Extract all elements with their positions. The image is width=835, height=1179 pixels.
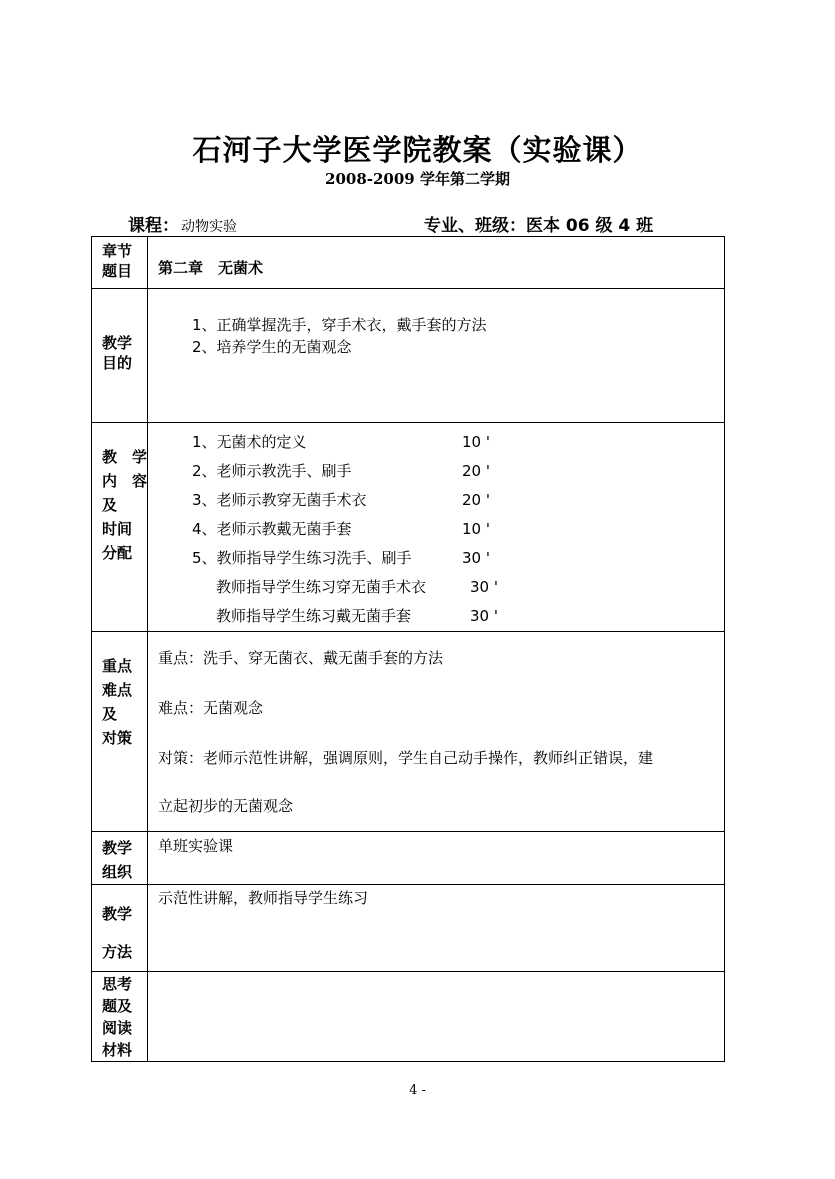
content-text: 1、无菌术的定义	[192, 433, 307, 451]
strategy-text-1: 对策：老师示范性讲解，强调原则，学生自己动手操作，教师纠正错误，建	[158, 749, 654, 767]
semester-subtitle: 2008-2009 学年第二学期	[325, 170, 510, 188]
content-item	[158, 602, 724, 631]
row-header-label: 重点 难点 及 对策	[102, 657, 133, 747]
goals-cell	[148, 289, 725, 423]
chapter-row	[92, 237, 725, 289]
content-time: 20 '	[462, 491, 490, 509]
thinking-row	[92, 972, 725, 1062]
method-value: 示范性讲解，教师指导学生练习	[158, 889, 369, 907]
page-number: 4 -	[409, 1083, 426, 1098]
goals-header	[92, 289, 148, 423]
content-item	[158, 486, 724, 515]
chapter-header	[92, 237, 148, 289]
chapter-cell	[148, 237, 725, 289]
content-row	[92, 423, 725, 632]
thinking-cell	[148, 972, 725, 1062]
content-time: 10 '	[462, 433, 490, 451]
organization-row	[92, 832, 725, 885]
key-points-row	[92, 632, 725, 832]
content-item	[158, 515, 724, 544]
organization-value: 单班实验课	[158, 837, 234, 855]
organization-header	[92, 832, 148, 885]
course-label: 课程：	[128, 216, 179, 236]
goal-item: 1、正确掌握洗手，穿手术衣，戴手套的方法	[192, 316, 487, 334]
row-header-label: 思考 题及 阅读 材料	[102, 975, 133, 1059]
method-row	[92, 885, 725, 972]
thinking-header	[92, 972, 148, 1062]
content-text: 3、老师示教穿无菌手术衣	[192, 491, 367, 509]
row-header-label: 教学 目的	[102, 334, 133, 372]
document-title: 石河子大学医学院教案（实验课）	[192, 133, 643, 167]
difficulty-text: 难点：无菌观念	[158, 699, 264, 717]
row-header-label: 章节 题目	[102, 242, 133, 280]
content-text: 2、老师示教洗手、刷手	[192, 462, 352, 480]
content-text: 5、教师指导学生练习洗手、刷手	[192, 549, 412, 567]
key-points-header	[92, 632, 148, 832]
goals-row	[92, 289, 725, 423]
course-value: 动物实验	[181, 219, 237, 235]
strategy-text-2: 立起初步的无菌观念	[158, 797, 294, 815]
content-item	[158, 428, 724, 457]
content-time: 30 '	[470, 607, 498, 625]
content-text: 4、老师示教戴无菌手套	[192, 520, 352, 538]
content-time: 10 '	[462, 520, 490, 538]
lesson-plan-table	[91, 236, 725, 1062]
method-header	[92, 885, 148, 972]
goal-item: 2、培养学生的无菌观念	[192, 338, 352, 356]
row-header-label: 教学 组织	[102, 839, 133, 881]
key-point-text: 重点：洗手、穿无菌衣、戴无菌手套的方法	[158, 649, 444, 667]
content-item	[158, 457, 724, 486]
content-time: 30 '	[470, 578, 498, 596]
row-header-label: 教学 方法	[102, 905, 133, 961]
chapter-value: 第二章 无菌术	[158, 259, 264, 277]
row-header-label: 教 学 内 容 及 时间 分配	[102, 448, 148, 562]
content-text: 教师指导学生练习戴无菌手套	[216, 607, 412, 625]
course-line	[128, 211, 237, 236]
content-item	[158, 573, 724, 602]
major-class-line: 专业、班级：医本 06 级 4 班	[424, 216, 654, 236]
organization-cell	[148, 832, 725, 885]
method-cell	[148, 885, 725, 972]
key-points-cell	[148, 632, 725, 832]
content-time: 30 '	[462, 549, 490, 567]
content-cell	[148, 423, 725, 632]
content-item	[158, 544, 724, 573]
content-time: 20 '	[462, 462, 490, 480]
content-header	[92, 423, 148, 632]
content-text: 教师指导学生练习穿无菌手术衣	[216, 578, 427, 596]
